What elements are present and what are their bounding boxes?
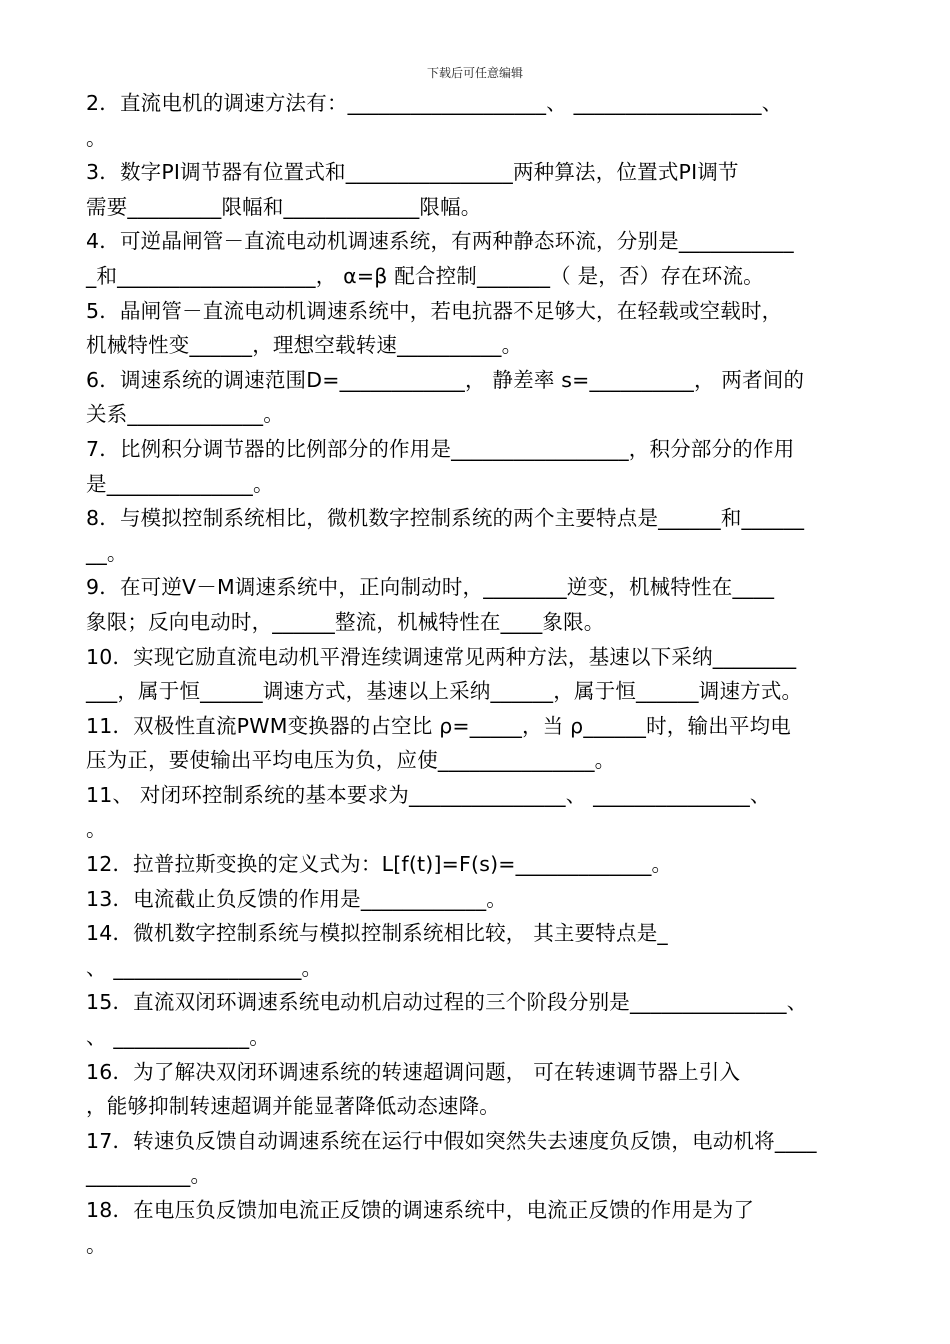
text-line: __。 [86,540,128,565]
text-line: 16．为了解决双闭环调速系统的转速超调问题， 可在转速调节器上引入 [86,1059,741,1084]
text-line: 6．调速系统的调速范围D=____________， 静差率 s=__________， 两者间的 [86,367,805,392]
text-line: 7．比例积分调节器的比例部分的作用是_________________，积分部分的作用 [86,436,795,461]
text-line: 2．直流电机的调速方法有：___________________、 __________________、 [86,91,783,115]
text-line: 。 [86,817,107,842]
text-line: 、 _____________。 [86,1025,270,1050]
text-line: 机械特性变______，理想空载转速__________。 [86,333,523,358]
text-line: 9．在可逆V－M调速系统中，正向制动时，________逆变，机械特性在____ [86,575,775,600]
text-line: 14．微机数字控制系统与模拟控制系统相比较， 其主要特点是_ [86,921,668,946]
text-line: _和___________________， α=β 配合控制_______（ 是，否）存在环流。 [86,263,764,288]
text-line: 需要_________限幅和_____________限幅。 [86,194,482,219]
question-list [86,86,886,1262]
text-line: ___，属于恒______调速方式，基速以上采纳______，属于恒______调速方式。 [86,679,803,704]
text-line: 、 __________________。 [86,955,323,980]
text-line: 压为正，要使输出平均电压为负，应使_______________。 [86,748,616,773]
text-line: __________。 [86,1163,212,1188]
text-line: 5．晶闸管－直流电动机调速系统中，若电抗器不足够大，在轻载或空载时， [86,298,783,323]
page-header: 下载后可任意编辑 [426,66,523,80]
text-line: 11．双极性直流PWM变换器的占空比 ρ=_____，当 ρ______时，输出平均电 [86,713,791,738]
text-line: 8．与模拟控制系统相比，微机数字控制系统的两个主要特点是______和______ [86,506,805,531]
text-line: 。 [86,125,107,150]
text-line: 象限；反向电动时，______整流，机械特性在____象限。 [86,609,605,634]
text-line: 3．数字PI调节器有位置式和________________两种算法，位置式PI调节 [86,160,739,185]
text-line: 13．电流截止负反馈的作用是____________。 [86,886,507,911]
text-line: 4．可逆晶闸管－直流电动机调速系统，有两种静态环流，分别是___________ [86,229,794,254]
text-line: 10．实现它励直流电动机平滑连续调速常见两种方法，基速以下采纳________ [86,644,797,669]
text-line: 是______________。 [86,471,274,496]
text-line: 12．拉普拉斯变换的定义式为：L[f(t)]=F(s)=_____________。 [86,852,673,877]
text-line: 。 [86,1232,107,1257]
text-line: 11、 对闭环控制系统的基本要求为_______________、 _______________、 [86,782,771,807]
text-line: 15．直流双闭环调速系统电动机启动过程的三个阶段分别是_______________、 [86,990,808,1015]
text-line: 18．在电压负反馈加电流正反馈的调速系统中，电流正反馈的作用是为了 [86,1198,755,1222]
text-line: 17．转速负反馈自动调速系统在运行中假如突然失去速度负反馈，电动机将____ [86,1128,817,1153]
text-line: 关系_____________。 [86,402,284,427]
text-line: ，能够抑制转速超调并能显著降低动态速降。 [86,1094,500,1119]
